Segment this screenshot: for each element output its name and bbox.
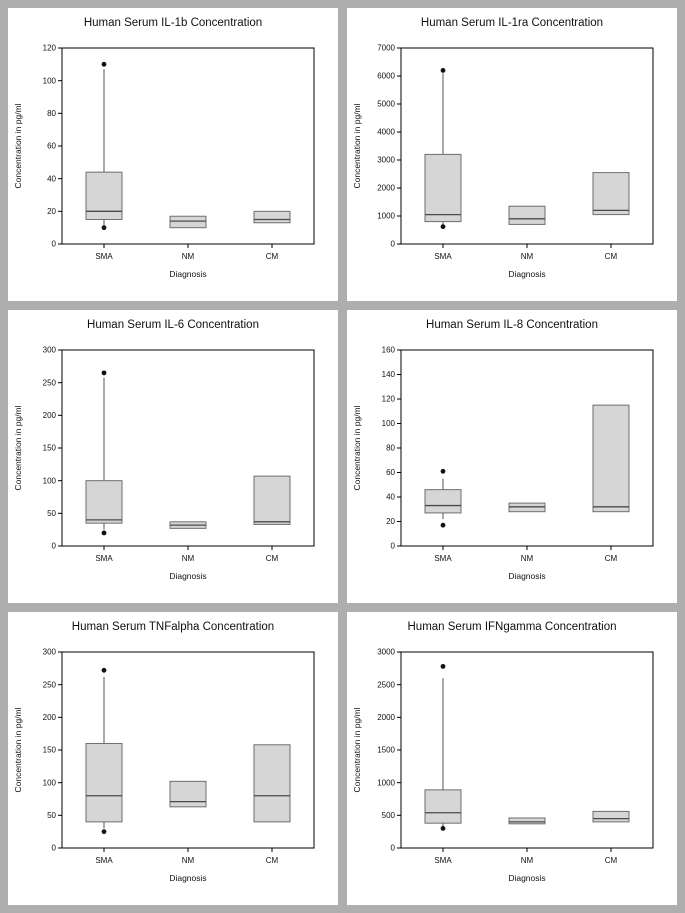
svg-text:300: 300 <box>42 345 56 355</box>
svg-text:SMA: SMA <box>95 554 113 563</box>
panel-tnfalpha <box>8 612 338 905</box>
svg-text:2500: 2500 <box>377 680 395 690</box>
chart-title: Human Serum IL-6 Concentration <box>87 319 259 331</box>
svg-text:Diagnosis: Diagnosis <box>508 571 546 581</box>
svg-text:6000: 6000 <box>377 71 395 81</box>
panel-il6 <box>8 310 338 603</box>
svg-text:CM: CM <box>265 554 279 563</box>
boxplot-il1b <box>8 36 338 301</box>
svg-text:2000: 2000 <box>377 713 395 723</box>
svg-text:0: 0 <box>51 239 56 249</box>
svg-text:SMA: SMA <box>434 554 452 563</box>
svg-text:20: 20 <box>386 517 395 527</box>
svg-text:Concentration in pg/ml: Concentration in pg/ml <box>352 103 362 189</box>
svg-text:Diagnosis: Diagnosis <box>169 571 207 581</box>
boxplot-il6 <box>8 338 338 603</box>
boxplot-il1ra <box>347 36 677 301</box>
boxplot-ifngamma <box>347 640 677 905</box>
svg-text:1000: 1000 <box>377 778 395 788</box>
svg-text:100: 100 <box>42 76 56 86</box>
svg-text:50: 50 <box>47 509 56 519</box>
svg-text:250: 250 <box>42 378 56 388</box>
svg-text:140: 140 <box>381 370 395 380</box>
svg-text:60: 60 <box>47 141 56 151</box>
svg-text:CM: CM <box>265 856 279 865</box>
svg-text:0: 0 <box>51 843 56 853</box>
boxplot-svg <box>8 640 338 905</box>
svg-text:120: 120 <box>42 43 56 53</box>
boxplot-svg <box>347 36 677 301</box>
boxplot-svg <box>347 338 677 603</box>
svg-text:7000: 7000 <box>377 43 395 53</box>
svg-text:40: 40 <box>386 492 395 502</box>
svg-text:100: 100 <box>42 476 56 486</box>
boxplot-il8 <box>347 338 677 603</box>
svg-text:200: 200 <box>42 411 56 421</box>
svg-text:NM: NM <box>181 252 195 261</box>
svg-text:100: 100 <box>381 419 395 429</box>
chart-title: Human Serum IL-8 Concentration <box>426 319 598 331</box>
svg-text:200: 200 <box>42 713 56 723</box>
svg-text:SMA: SMA <box>95 856 113 865</box>
svg-text:160: 160 <box>381 345 395 355</box>
svg-text:80: 80 <box>47 109 56 119</box>
svg-text:150: 150 <box>42 745 56 755</box>
chart-title: Human Serum IFNgamma Concentration <box>407 621 617 633</box>
svg-text:SMA: SMA <box>434 252 452 261</box>
svg-text:NM: NM <box>520 554 534 563</box>
svg-text:Diagnosis: Diagnosis <box>508 269 546 279</box>
svg-text:50: 50 <box>47 811 56 821</box>
svg-text:CM: CM <box>604 856 618 865</box>
svg-text:Concentration in pg/ml: Concentration in pg/ml <box>13 103 23 189</box>
svg-text:20: 20 <box>47 207 56 217</box>
svg-text:3000: 3000 <box>377 647 395 657</box>
boxplot-tnfalpha <box>8 640 338 905</box>
svg-text:SMA: SMA <box>434 856 452 865</box>
svg-text:60: 60 <box>386 468 395 478</box>
panel-il1ra <box>347 8 677 301</box>
panel-il8 <box>347 310 677 603</box>
svg-text:2000: 2000 <box>377 183 395 193</box>
svg-text:40: 40 <box>47 174 56 184</box>
svg-text:250: 250 <box>42 680 56 690</box>
svg-text:Concentration in pg/ml: Concentration in pg/ml <box>352 405 362 491</box>
svg-text:5000: 5000 <box>377 99 395 109</box>
svg-text:NM: NM <box>520 252 534 261</box>
svg-text:3000: 3000 <box>377 155 395 165</box>
svg-text:Concentration in pg/ml: Concentration in pg/ml <box>13 405 23 491</box>
svg-text:1500: 1500 <box>377 745 395 755</box>
svg-text:0: 0 <box>390 541 395 551</box>
svg-text:500: 500 <box>381 811 395 821</box>
svg-text:0: 0 <box>390 843 395 853</box>
svg-text:SMA: SMA <box>95 252 113 261</box>
svg-text:150: 150 <box>42 443 56 453</box>
svg-text:120: 120 <box>381 394 395 404</box>
svg-text:300: 300 <box>42 647 56 657</box>
panel-ifngamma <box>347 612 677 905</box>
svg-text:1000: 1000 <box>377 211 395 221</box>
chart-title: Human Serum IL-1ra Concentration <box>420 17 604 29</box>
svg-text:Concentration in pg/ml: Concentration in pg/ml <box>352 707 362 793</box>
svg-text:CM: CM <box>604 252 618 261</box>
svg-text:Concentration in pg/ml: Concentration in pg/ml <box>13 707 23 793</box>
boxplot-svg <box>347 640 677 905</box>
chart-title: Human Serum TNFalpha Concentration <box>71 621 275 633</box>
boxplot-svg <box>8 338 338 603</box>
boxplot-svg <box>8 36 338 301</box>
svg-text:NM: NM <box>181 856 195 865</box>
svg-text:0: 0 <box>51 541 56 551</box>
svg-text:4000: 4000 <box>377 127 395 137</box>
svg-text:Diagnosis: Diagnosis <box>169 269 207 279</box>
svg-text:NM: NM <box>520 856 534 865</box>
chart-title: Human Serum IL-1b Concentration <box>83 17 263 29</box>
svg-text:80: 80 <box>386 443 395 453</box>
panel-il1b <box>8 8 338 301</box>
svg-text:0: 0 <box>390 239 395 249</box>
svg-text:Diagnosis: Diagnosis <box>508 873 546 883</box>
svg-text:Diagnosis: Diagnosis <box>169 873 207 883</box>
svg-text:CM: CM <box>604 554 618 563</box>
svg-text:NM: NM <box>181 554 195 563</box>
svg-text:100: 100 <box>42 778 56 788</box>
svg-text:CM: CM <box>265 252 279 261</box>
